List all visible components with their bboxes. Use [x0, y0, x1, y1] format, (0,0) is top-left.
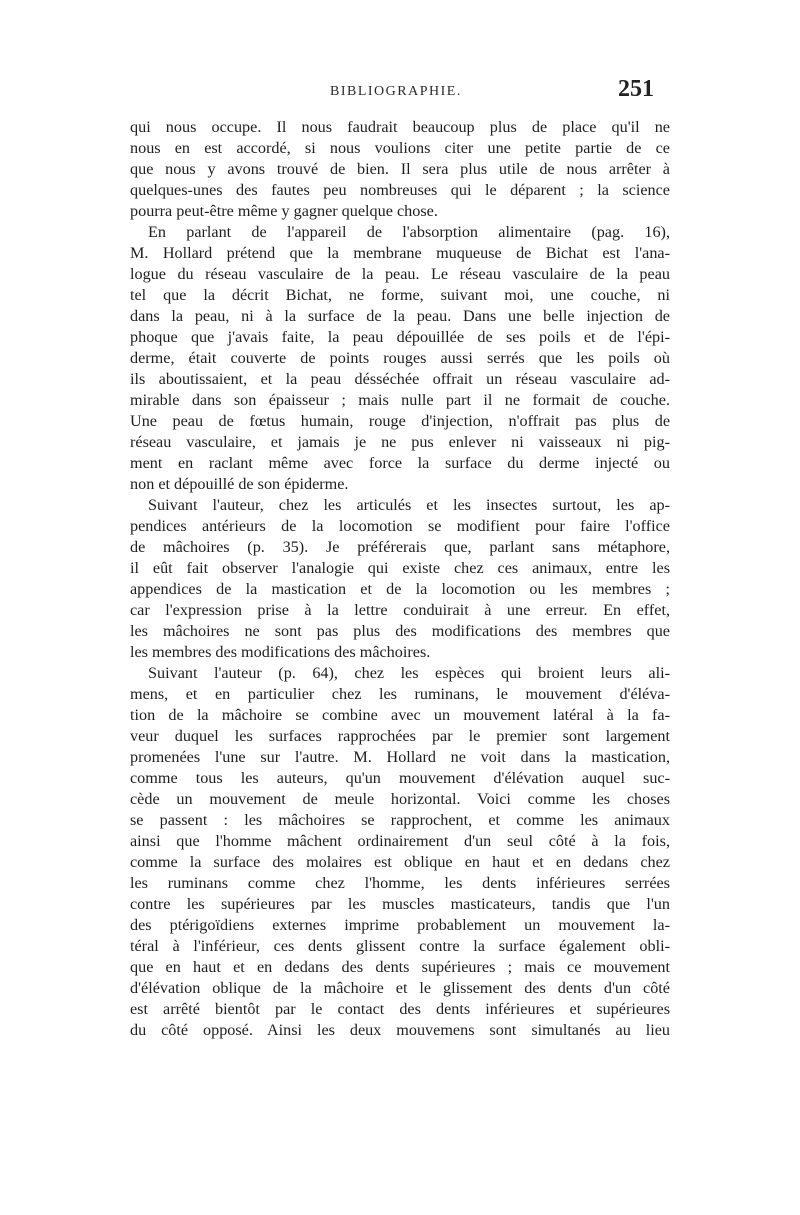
text-line: les mâchoires ne sont pas plus des modifications des membres que — [130, 622, 670, 640]
text-line: des ptérigoïdiens externes imprime probablement un mouvement la- — [130, 916, 670, 934]
text-line: de mâchoires (p. 35). Je préférerais que, parlant sans métaphore, — [130, 538, 670, 556]
text-line: pendices antérieurs de la locomotion se modifient pour faire l'office — [130, 517, 670, 535]
text-line: contre les supérieures par les muscles masticateurs, tandis que l'un — [130, 895, 670, 913]
text-line: est arrêté bientôt par le contact des dents inférieures et supérieures — [130, 1000, 670, 1018]
text-line: comme tous les auteurs, qu'un mouvement d'élévation auquel suc- — [130, 769, 670, 787]
text-line: comme la surface des molaires est oblique en haut et en dedans chez — [130, 853, 670, 871]
text-line: M. Hollard prétend que la membrane muqueuse de Bichat est l'ana- — [130, 244, 670, 262]
text-line: d'élévation oblique de la mâchoire et le glissement des dents d'un côté — [130, 979, 670, 997]
text-line: les membres des modifications des mâchoires. — [130, 643, 431, 661]
text-line: nous en est accordé, si nous voulions citer une petite partie de ce — [130, 139, 670, 157]
text-line: les ruminans comme chez l'homme, les dents inférieures serrées — [130, 874, 670, 892]
body-text — [130, 117, 670, 1041]
text-line: ment en raclant même avec force la surface du derme injecté ou — [130, 454, 670, 472]
text-line: Une peau de fœtus humain, rouge d'injection, n'offrait pas plus de — [130, 412, 670, 430]
text-line: promenées l'une sur l'autre. M. Hollard ne voit dans la mastication, — [130, 748, 670, 766]
text-line: ils aboutissaient, et la peau désséchée offrait un réseau vasculaire ad- — [130, 370, 670, 388]
text-line: phoque que j'avais faite, la peau dépouillée de ses poils et de l'épi- — [130, 328, 670, 346]
text-line: qui nous occupe. Il nous faudrait beaucoup plus de place qu'il ne — [130, 118, 670, 136]
text-line: téral à l'inférieur, ces dents glissent contre la surface également obli- — [130, 937, 670, 955]
running-title: BIBLIOGRAPHIE. — [330, 84, 462, 99]
text-line: mens, et en particulier chez les ruminans, le mouvement d'éléva- — [130, 685, 670, 703]
text-line: tel que la décrit Bichat, ne forme, suivant moi, une couche, ni — [130, 286, 670, 304]
text-line: derme, était couverte de points rouges aussi serrés que les poils où — [130, 349, 670, 367]
text-line: Suivant l'auteur, chez les articulés et les insectes surtout, les ap- — [148, 496, 670, 514]
text-line: car l'expression prise à la lettre conduirait à une erreur. En effet, — [130, 601, 670, 619]
text-line: cède un mouvement de meule horizontal. Voici comme les choses — [130, 790, 670, 808]
text-line: veur duquel les surfaces rapprochées par le premier sont largement — [130, 727, 670, 745]
text-line: quelques-unes des fautes peu nombreuses qui le déparent ; la science — [130, 181, 670, 199]
text-line: non et dépouillé de son épiderme. — [130, 475, 349, 493]
text-line: que nous y avons trouvé de bien. Il sera plus utile de nous arrêter à — [130, 160, 670, 178]
text-line: appendices de la mastication et de la locomotion ou les membres ; — [130, 580, 670, 598]
text-line: Suivant l'auteur (p. 64), chez les espèces qui broient leurs ali- — [148, 664, 670, 682]
text-line: du côté opposé. Ainsi les deux mouvemens sont simultanés au lieu — [130, 1021, 670, 1039]
text-line: pourra peut-être même y gagner quelque chose. — [130, 202, 438, 220]
text-line: réseau vasculaire, et jamais je ne pus enlever ni vaisseaux ni pig- — [130, 433, 670, 451]
text-line: mirable dans son épaisseur ; mais nulle part il ne formait de couche. — [130, 391, 670, 409]
text-line: logue du réseau vasculaire de la peau. Le réseau vasculaire de la peau — [130, 265, 670, 283]
text-line: se passent : les mâchoires se rapprochent, et comme les animaux — [130, 811, 670, 829]
text-line: il eût fait observer l'analogie qui existe chez ces animaux, entre les — [130, 559, 670, 577]
text-line: ainsi que l'homme mâchent ordinairement d'un seul côté à la fois, — [130, 832, 670, 850]
text-line: dans la peau, ni à la surface de la peau. Dans une belle injection de — [130, 307, 670, 325]
text-line: que en haut et en dedans des dents supérieures ; mais ce mouvement — [130, 958, 670, 976]
page-number: 251 — [618, 76, 654, 102]
text-line: En parlant de l'appareil de l'absorption alimentaire (pag. 16), — [148, 223, 670, 241]
text-line: tion de la mâchoire se combine avec un mouvement latéral à la fa- — [130, 706, 670, 724]
